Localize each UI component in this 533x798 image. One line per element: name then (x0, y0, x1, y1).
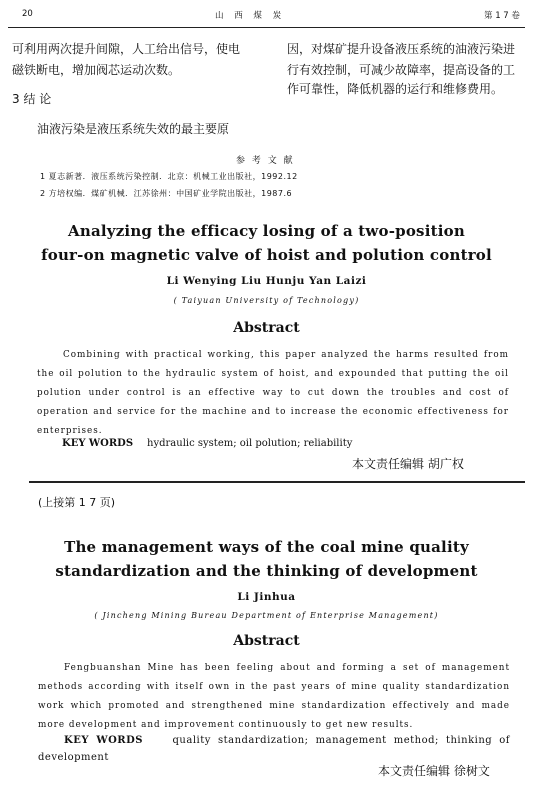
article1-affiliation: ( Taiyuan University of Technology) (173, 296, 360, 305)
reference-item-1: 1 夏志新著．液压系统污染控制．北京：机械工业出版社，1992.12 (40, 172, 298, 181)
right-col-line3: 作可靠性，降低机器的运行和维修费用。 (287, 82, 504, 96)
article1-editor: 本文责任编辑 胡广权 (352, 457, 464, 471)
article2-keywords-values: quality standardization; management method; thinking of development (38, 735, 510, 763)
article2-title-line2: standardization and the thinking of development (55, 562, 478, 580)
article2-editor: 本文责任编辑 徐树文 (378, 764, 490, 778)
article1-title-line2: four-on magnetic valve of hoist and polution control (41, 246, 492, 264)
left-col-line2: 磁铁断电，增加阀芯运动次数。 (12, 63, 181, 77)
header-rule (8, 27, 525, 28)
continued-note: (上接第 1 7 页) (38, 496, 116, 509)
article1-keywords (62, 438, 352, 449)
article1-abstract-heading: Abstract (233, 320, 300, 336)
article2-abstract-heading: Abstract (233, 633, 300, 649)
article1-authors: Li Wenying Liu Hunju Yan Laizi (166, 275, 367, 287)
volume-label: 第 1 7 卷 (484, 11, 520, 21)
conclusion-heading: 3 结 论 (12, 92, 52, 106)
journal-name: 山 西 煤 炭 (215, 11, 286, 21)
left-col-line1: 可利用两次提升间隙，人工给出信号，使电 (12, 42, 241, 56)
page-number: 20 (22, 9, 33, 19)
article1-keywords-label: KEY WORDS (62, 438, 134, 449)
right-col-line1: 因，对煤矿提升设备液压系统的油液污染进 (287, 42, 516, 56)
article2-abstract-text: Fengbuanshan Mine has been feeling about and forming a set of management methods according with itself own in the past years of mine quality standardization work which promoted and strengthened mine standardization effectively and made more development and improvement continuously to get new results. (38, 663, 510, 730)
article2-authors: Li Jinhua (237, 591, 296, 603)
references-heading: 参 考 文 献 (236, 156, 295, 166)
conclusion-text: 油液污染是液压系统失效的最主要原 (37, 122, 230, 136)
right-col-line2: 行有效控制，可减少故障率，提高设备的工 (287, 63, 516, 77)
article1-title-line1: Analyzing the efficacy losing of a two-position (68, 222, 465, 240)
article2-title-line1: The management ways of the coal mine quality (64, 538, 469, 556)
article2-keywords-label: KEY WORDS (64, 735, 143, 746)
article2-affiliation: ( Jincheng Mining Bureau Department of Enterprise Management) (94, 611, 439, 620)
article1-keywords-values: hydraulic system; oil polution; reliability (147, 438, 353, 449)
article1-abstract-text: Combining with practical working, this paper analyzed the harms resulted from the oil polution to the hydraulic system of hoist, and expounded that putting the oil polution under control is an effective way to cut down the troubles and cost of operation and service for the machine and to increase the economic effectiveness for enterprises. (37, 350, 509, 436)
section-divider (29, 481, 525, 483)
reference-item-2: 2 方培权编．煤矿机械．江苏徐州：中国矿业学院出版社，1987.6 (40, 189, 293, 198)
article2-keywords (38, 732, 510, 766)
